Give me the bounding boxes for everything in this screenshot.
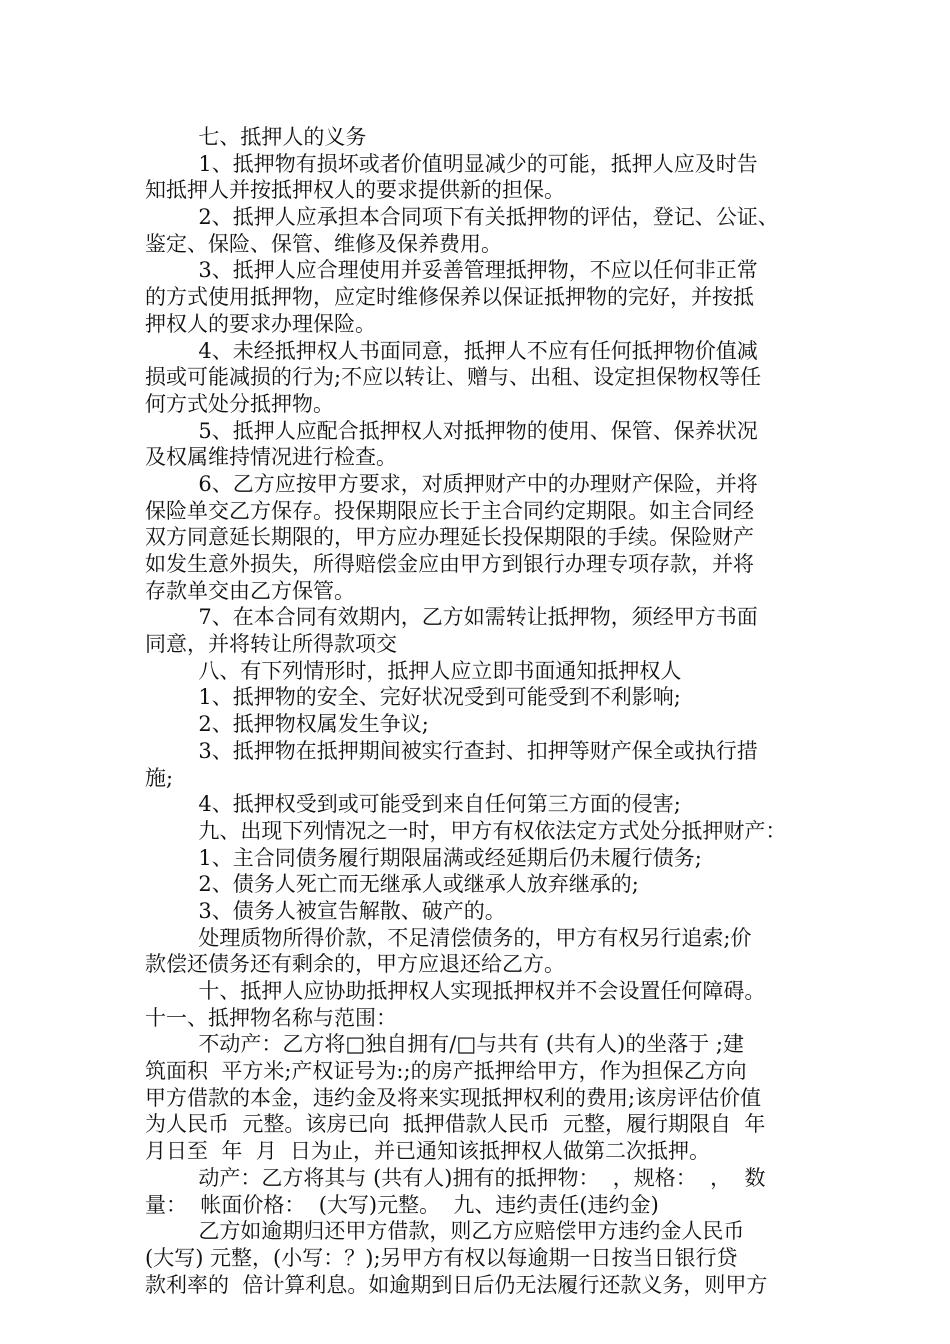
- text-line: 6、乙方应按甲方要求，对质押财产中的办理财产保险，并将: [145, 471, 758, 496]
- text-line: 鉴定、保险、保管、维修及保养费用。: [145, 231, 502, 256]
- text-line: 3、抵押人应合理使用并妥善管理抵押物，不应以任何非正常: [145, 258, 758, 283]
- text-line: 双方同意延长期限的，甲方应办理延长投保期限的手续。保险财产: [145, 525, 754, 550]
- text-line: 押权人的要求办理保险。: [145, 311, 376, 336]
- text-line: 2、抵押人应承担本合同项下有关抵押物的评估，登记、公证、: [145, 205, 779, 230]
- text-line: 动产：乙方将其与 (共有人)拥有的抵押物： ，规格： ， 数: [145, 1165, 766, 1190]
- text-line: 七、抵押人的义务: [145, 125, 367, 149]
- text-line: 乙方如逾期归还甲方借款，则乙方应赔偿甲方违约金人民币: [145, 1219, 745, 1244]
- text-line: 2、债务人死亡而无继承人或继承人放弃继承的;: [145, 872, 639, 897]
- text-line: 5、抵押人应配合抵押权人对抵押物的使用、保管、保养状况: [145, 418, 758, 443]
- text-line: 4、未经抵押权人书面同意，抵押人不应有任何抵押物价值减: [145, 338, 758, 363]
- text-line: 7、在本合同有效期内，乙方如需转让抵押物，须经甲方书面: [145, 605, 758, 630]
- text-line: 处理质物所得价款，不足清偿债务的，甲方有权另行追索;价: [145, 925, 752, 950]
- text-line: 损或可能减损的行为;不应以转让、赠与、出租、设定担保物权等任: [145, 365, 762, 390]
- text-line: 知抵押人并按抵押权人的要求提供新的担保。: [145, 178, 565, 203]
- text-line: 1、主合同债务履行期限届满或经延期后仍未履行债务;: [145, 845, 702, 870]
- text-line: 款利率的 倍计算利息。如逾期到日后仍无法履行还款义务，则甲方: [145, 1272, 768, 1297]
- text-line: 4、抵押权受到或可能受到来自任何第三方面的侵害;: [145, 792, 681, 817]
- text-line: 3、债务人被宣告解散、破产的。: [145, 898, 506, 923]
- text-line: 十、抵押人应协助抵押权人实现抵押权并不会设置任何障碍。: [145, 979, 766, 1003]
- text-line: 3、抵押物在抵押期间被实行查封、扣押等财产保全或执行措: [145, 738, 758, 763]
- text-line: 八、有下列情形时，抵押人应立即书面通知抵押权人: [145, 658, 682, 683]
- document-body: [145, 124, 815, 1298]
- text-line: 为人民币 元整。该房已向 抵押借款人民币 元整，履行期限自 年: [145, 1112, 766, 1137]
- text-line: 施;: [145, 765, 174, 790]
- text-line: 保险单交乙方保存。投保期限应长于主合同约定期限。如主合同经: [145, 498, 754, 523]
- text-line: 2、抵押物权属发生争议;: [145, 712, 429, 737]
- text-line: 的方式使用抵押物，应定时维修保养以保证抵押物的完好，并按抵: [145, 285, 754, 310]
- text-line: 甲方借款的本金，违约金及将来实现抵押权利的费用;该房评估价值: [145, 1085, 762, 1110]
- text-line: 何方式处分抵押物。: [145, 391, 334, 416]
- text-line: 1、抵押物有损坏或者价值明显减少的可能，抵押人应及时告: [145, 151, 758, 176]
- text-line: 如发生意外损失，所得赔偿金应由甲方到银行办理专项存款，并将: [145, 552, 754, 576]
- text-line: 九、出现下列情况之一时，甲方有权依法定方式处分抵押财产：: [145, 818, 787, 843]
- text-line: 月日至 年 月 日为止，并已通知该抵押权人做第二次抵押。: [145, 1139, 711, 1164]
- text-line: (大写) 元整，(小写：？);另甲方有权以每逾期一日按当日银行贷: [145, 1245, 738, 1270]
- text-line: 1、抵押物的安全、完好状况受到可能受到不利影响;: [145, 685, 681, 710]
- text-line: 量： 帐面价格： (大写)元整。 九、违约责任(违约金): [145, 1192, 659, 1217]
- text-line: 款偿还债务还有剩余的，甲方应退还给乙方。: [145, 952, 565, 977]
- text-line: 筑面积 平方米;产权证号为:;的房产抵押给甲方，作为担保乙方向: [145, 1059, 747, 1084]
- text-line: 及权属维持情况进行检查。: [145, 445, 397, 470]
- text-line: 存款单交由乙方保管。: [145, 578, 355, 603]
- text-line: 不动产：乙方将□独自拥有/□与共有 (共有人)的坐落于 ;建: [145, 1032, 744, 1057]
- text-line: 同意，并将转让所得款项交: [145, 632, 397, 657]
- text-line: 十一、抵押物名称与范围：: [145, 1005, 397, 1030]
